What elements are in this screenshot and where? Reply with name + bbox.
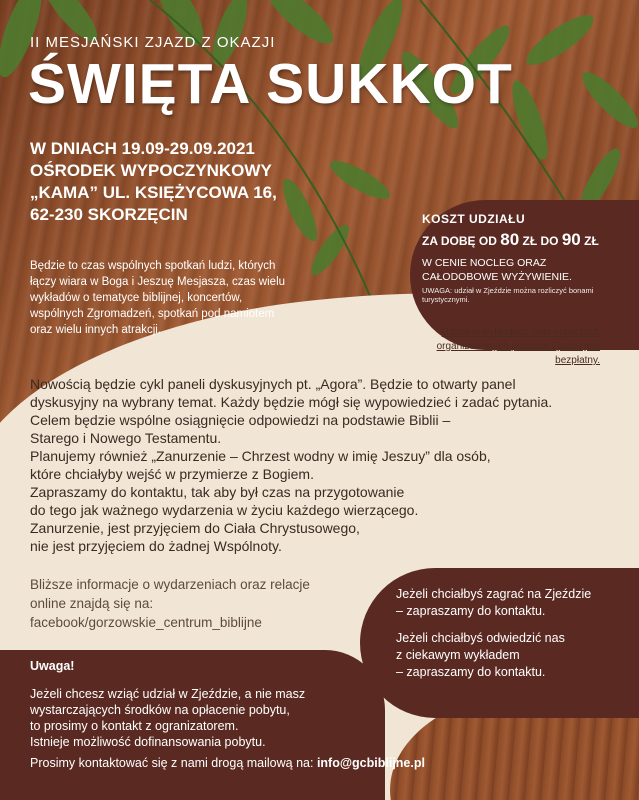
venue-line: W DNIACH 19.09-29.09.2021: [30, 139, 255, 158]
warning-line: Istnieje możliwość dofinansowania pobytu.: [30, 735, 266, 749]
contact-line: Jeżeli chciałbyś zagrać na Zjeździe: [396, 587, 592, 601]
price-to: 90: [561, 230, 581, 249]
main-line: Celem będzie wspólne osiągnięcie odpowiedzi na podstawie Biblii –: [30, 412, 451, 428]
price-from: 80: [500, 230, 520, 249]
cost-price: [422, 230, 599, 250]
free-participation-note: Udział w wykładach oraz imprezach organizowanych podczas Zjazdu jest bezpłatny.: [436, 327, 600, 366]
contact-line: – zapraszamy do kontaktu.: [396, 665, 546, 679]
contact-line: z ciekawym wykładem: [396, 648, 520, 662]
contact-text: [396, 586, 636, 691]
warning-heading: Uwaga!: [30, 659, 75, 673]
info-text: [30, 575, 360, 632]
event-subtitle: II MESJAŃSKI ZJAZD Z OKAZJI: [30, 34, 276, 51]
warning-text: [30, 686, 390, 750]
cost-includes: W CENIE NOCLEG ORAZ CAŁODOBOWE WYŻYWIENIE.: [422, 257, 572, 283]
intro-line: Będzie to czas wspólnych spotkań ludzi, których: [30, 260, 276, 272]
venue-line: „KAMA” UL. KSIĘŻYCOWA 16,: [30, 183, 277, 202]
contact-line: Jeżeli chciałbyś odwiedzić nas: [396, 631, 565, 645]
main-line: Planujemy również „Zanurzenie – Chrzest wodny w imię Jeszuy” dla osób,: [30, 448, 491, 464]
mail-line: [30, 756, 425, 770]
intro-line: oraz wielu innych atrakcji.: [30, 324, 162, 336]
info-line: online znajdą się na:: [30, 596, 154, 611]
main-line: do tego jak ważnego wydarzenia w życiu każdego wierzącego.: [30, 502, 419, 518]
currency-1: ZŁ DO: [522, 234, 559, 248]
main-line: Nowością będzie cykl paneli dyskusyjnych pt. „Agora”. Będzie to otwarty panel: [30, 376, 516, 392]
main-line: Zanurzenie, jest przyjęciem do Ciała Chrystusowego,: [30, 520, 360, 536]
venue-line: OŚRODEK WYPOCZYNKOWY: [30, 161, 272, 180]
main-line: które chciałyby wejść w przymierze z Bogiem.: [30, 466, 314, 482]
venue-block: [30, 138, 277, 226]
currency-2: ZŁ: [584, 234, 599, 248]
event-title: ŚWIĘTA SUKKOT: [28, 52, 513, 116]
main-line: Zapraszamy do kontaktu, tak aby był czas na przygotowanie: [30, 484, 405, 500]
main-line: nie jest przyjęciem do żadnej Wspólnoty.: [30, 538, 282, 554]
intro-line: łączy wiara w Boga i Jeszuę Mesjasza, czas wielu: [30, 276, 286, 288]
price-prefix: ZA DOBĘ OD: [422, 234, 497, 248]
email-link[interactable]: info@gcbiblijne.pl: [316, 756, 425, 770]
cost-note: UWAGA: udział w Zjeździe można rozliczyć bonami turystycznymi.: [422, 286, 594, 304]
mail-prefix: Prosimy kontaktować się z nami drogą mailową na:: [30, 756, 314, 770]
main-line: Starego i Nowego Testamentu.: [30, 430, 222, 446]
info-line: Bliższe informacje o wydarzeniach oraz relacje: [30, 577, 310, 592]
main-line: dyskusyjny na wybrany temat. Każdy będzie mógł się wypowiedzieć i zadać pytania.: [30, 394, 553, 410]
main-text: [30, 375, 620, 555]
venue-line: 62-230 SKORZĘCIN: [30, 205, 188, 224]
warning-line: Jeżeli chcesz wziąć udział w Zjeździe, a nie masz: [30, 687, 306, 701]
facebook-link[interactable]: facebook/gorzowskie_centrum_biblijne: [30, 615, 262, 630]
intro-line: wykładów o tematyce biblijnej, koncertów,: [30, 292, 243, 304]
intro-text: [30, 258, 340, 338]
intro-line: wspólnych Zgromadzeń, spotkań pod namiotem: [30, 308, 275, 320]
warning-line: wystarczających środków na opłacenie pobytu,: [30, 703, 290, 717]
contact-line: – zapraszamy do kontaktu.: [396, 604, 546, 618]
cost-heading: KOSZT UDZIAŁU: [422, 212, 526, 226]
warning-line: to prosimy o kontakt z ogranizatorem.: [30, 719, 239, 733]
